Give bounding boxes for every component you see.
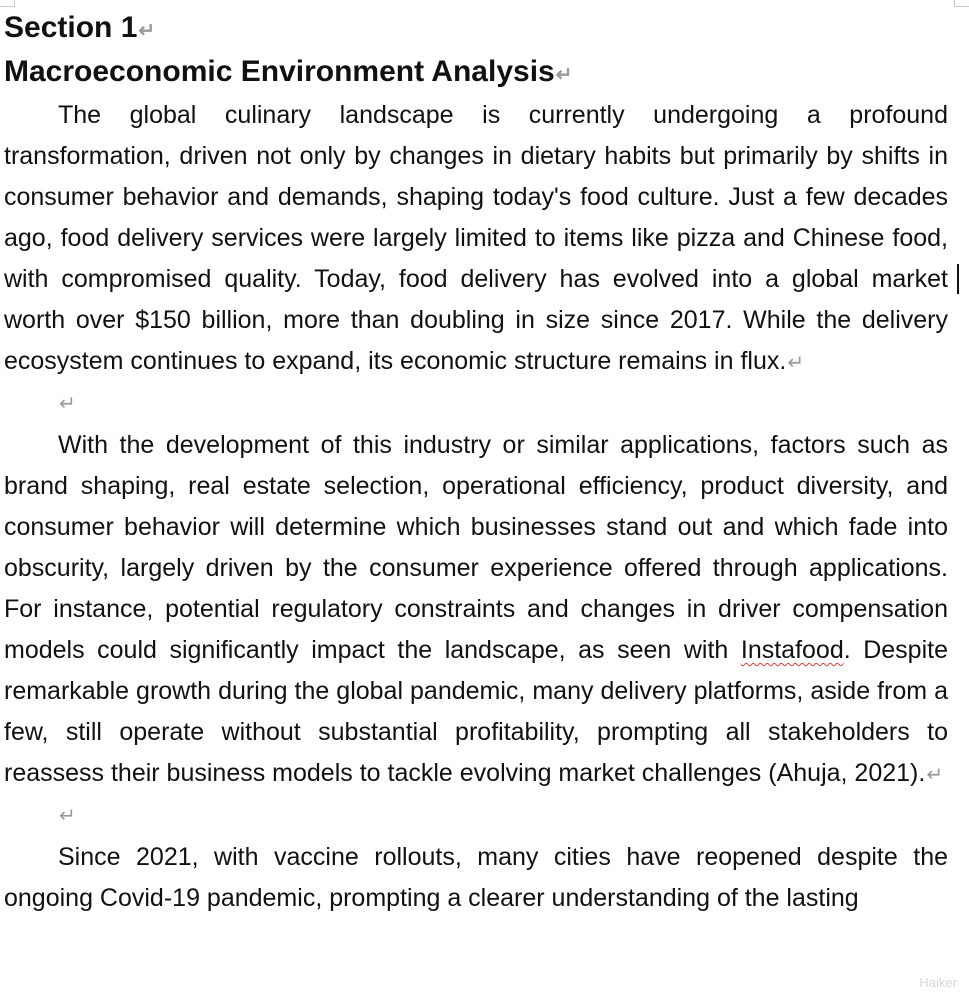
paragraph-2-text-after: . Despite remarkable growth during the global pandemic, many delivery platforms, aside from a few, still operate without substantial profitability, prompting all stakeholders to reassess their business models to tackle evolving market challenges (Ahuja, 2021).	[4, 636, 948, 787]
paragraph-mark-icon: ↵	[787, 352, 805, 374]
paragraph-3-text: Since 2021, with vaccine rollouts, many cities have reopened despite the ongoing Covid-19 pandemic, prompting a clearer understanding of the lasting	[4, 843, 948, 912]
paragraph-mark-icon: ↵	[59, 393, 76, 415]
watermark: Haiker	[919, 975, 957, 990]
empty-paragraph[interactable]	[4, 384, 948, 425]
spelling-flagged-word[interactable]: Instafood	[740, 636, 844, 664]
paragraph-1[interactable]	[4, 95, 948, 384]
page-corner-mark-left	[0, 0, 15, 7]
document-title	[4, 52, 948, 95]
paragraph-mark-icon: ↵	[926, 764, 944, 786]
paragraph-3[interactable]	[4, 837, 948, 919]
document-page[interactable]	[4, 8, 948, 919]
paragraph-mark-icon: ↵	[138, 20, 156, 42]
paragraph-2[interactable]	[4, 425, 948, 796]
section-label-text: Section 1	[4, 11, 138, 44]
paragraph-2-text-before: With the development of this industry or similar applications, factors such as brand shaping, real estate selection, operational efficiency, product diversity, and consumer behavior will determine which businesses stand out and which fade into obscurity, largely driven by the consumer experience offered through applications. For instance, potential regulatory constraints and changes in driver compensation models could significantly impact the landscape, as seen with	[4, 431, 948, 664]
text-cursor	[957, 264, 959, 294]
empty-paragraph[interactable]	[4, 796, 948, 837]
page-corner-mark-right	[954, 0, 969, 7]
paragraph-mark-icon: ↵	[59, 805, 76, 827]
section-label	[4, 8, 948, 51]
paragraph-mark-icon: ↵	[555, 64, 573, 86]
paragraph-1-text: The global culinary landscape is currently undergoing a profound transformation, driven not only by changes in dietary habits but primarily by shifts in consumer behavior and demands, shaping today's food culture. Just a few decades ago, food delivery services were largely limited to items like pizza and Chinese food, with compromised quality. Today, food delivery has evolved into a global market worth over $150 billion, more than doubling in size since 2017. While the delivery ecosystem continues to expand, its economic structure remains in flux.	[4, 101, 948, 375]
document-title-text: Macroeconomic Environment Analysis	[4, 55, 555, 88]
